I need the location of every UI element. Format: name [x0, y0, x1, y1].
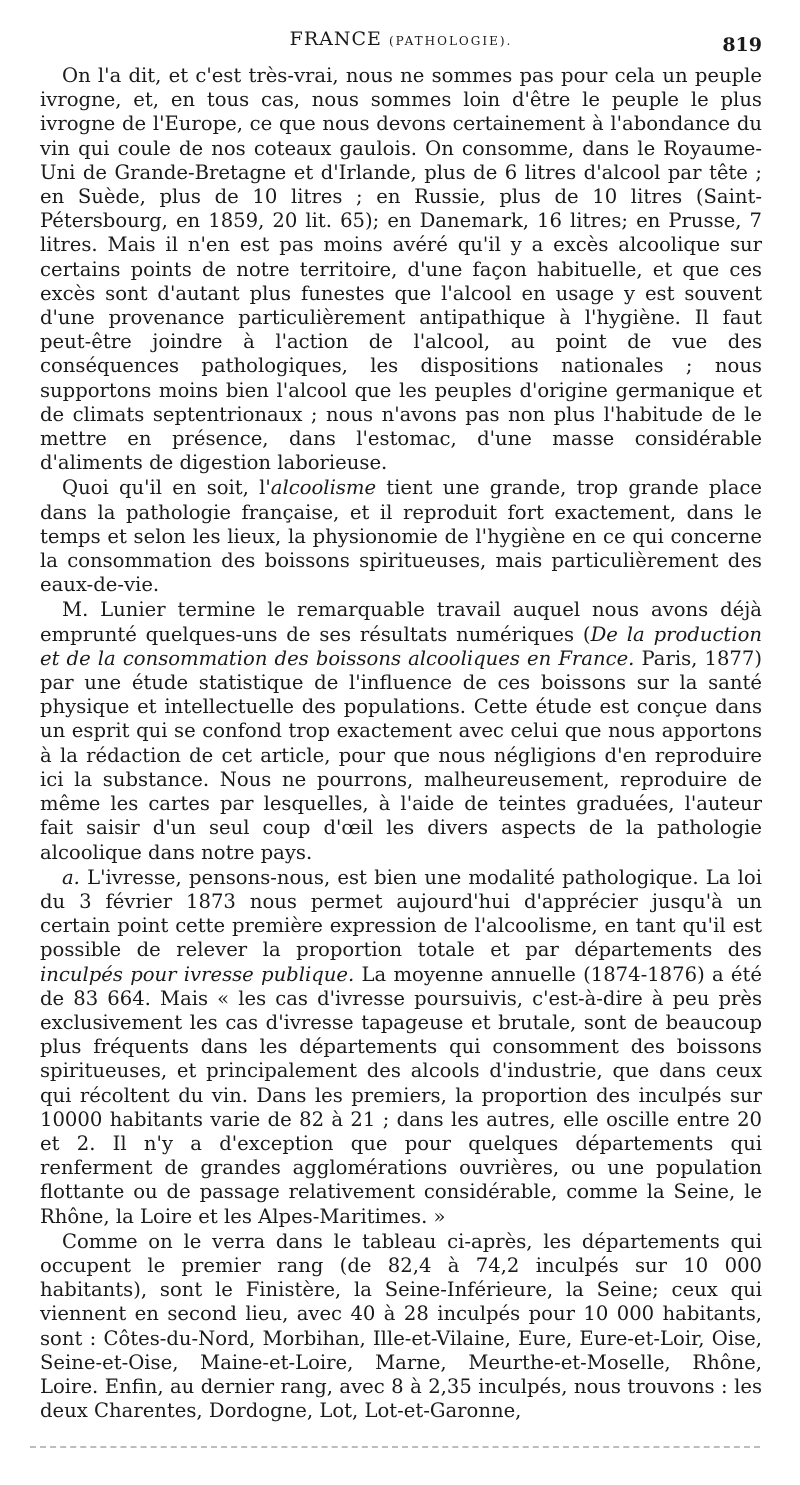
paragraph-1: [40, 64, 762, 475]
paragraph-3: [40, 598, 762, 864]
italic-text: inculpés pour ivresse publique.: [40, 962, 355, 986]
paragraph-5: [40, 1230, 762, 1424]
text-run: On l'a dit, et c'est très-vrai, nous ne sommes pas pour cela un peuple ivrogne, et, en tous cas, nous sommes loin d'être le peuple le plus ivrogne de l'Europe, ce que nous devons certainement à l'abondance du vin qui coule de nos coteaux gaulois. On consomme, dans le Royaume-Uni de Grande-Bretagne et d'Irlande, plus de 6 litres d'alcool par tête ; en Suède, plus de 10 litres ; en Russie, plus de 10 litres (Saint-Pétersbourg, en 1859, 20 lit. 65); en Danemark, 16 litres; en Prusse, 7 litres. Mais il n'en est pas moins avéré qu'il y a excès alcoolique sur certains points de notre territoire, d'une façon habituelle, et que ces excès sont d'autant plus funestes que l'alcool en usage y est souvent d'une provenance particulièrement antipathique à l'hygiène. Il faut peut-être joindre à l'action de l'alcool, au point de vue des conséquences pathologiques, les dispositions nationales ; nous supportons moins bien l'alcool que les peuples d'origine germanique et de climats septentrionaux ; nous n'avons pas non plus l'habitude de le mettre en présence, dans l'estomac, d'une masse considérable d'aliments de digestion laborieuse.: [40, 64, 762, 475]
body-text: [40, 64, 762, 1423]
italic-text: alcoolisme: [270, 476, 377, 500]
running-header: [40, 28, 762, 58]
text-run: Paris, 1877) par une étude statistique de l'influence de ces boissons sur la santé physique et intellectuelle des populations. Cette étude est conçue dans un esprit qui se confond trop exactement avec celui que nous apportons à la rédaction de cet article, pour que nous négligions d'en reproduire ici la substance. Nous ne pourrons, malheureusement, reproduire de même les cartes par lesquelles, à l'aide de teintes graduées, l'auteur fait saisir d'un seul coup d'œil les divers aspects de la pathologie alcoolique dans notre pays.: [40, 646, 762, 864]
paragraph-2: [40, 476, 762, 597]
footer-rule: [30, 1446, 760, 1448]
text-run: tient une grande, trop grande place dans la pathologie française, et il reproduit fort exactement, dans le temps et selon les lieux, la physionomie de l'hygiène en ce qui concerne la consommation des boissons spiritueuses, mais particulièrement des eaux-de-vie.: [40, 476, 762, 597]
italic-text: De la production et de la consommation des boissons alcooliques en France.: [40, 622, 762, 670]
header-title: FRANCE: [289, 28, 382, 50]
italic-text: a.: [62, 865, 80, 889]
header-subtitle: (PATHOLOGIE).: [388, 34, 513, 48]
text-run: La moyenne annuelle (1874-1876) a été de 83 664. Mais « les cas d'ivresse poursuivis, c'est-à-dire à peu près exclusivement les cas d'ivresse tapageuse et brutale, sont de beaucoup plus fréquents dans les départements qui consomment des boissons spiritueuses, et principalement des alcools d'industrie, que dans ceux qui récoltent du vin. Dans les premiers, la proportion des inculpés sur 10000 habitants varie de 82 à 21 ; dans les autres, elle oscille entre 20 et 2. Il n'y a d'exception que pour quelques départements qui renferment de grandes agglomérations ouvrières, ou une population flottante ou de passage relativement considérable, comme la Seine, le Rhône, la Loire et les Alpes-Maritimes. »: [40, 962, 762, 1228]
text-run: Comme on le verra dans le tableau ci-après, les départements qui occupent le premier rang (de 82,4 à 74,2 inculpés sur 10 000 habitants), sont le Finistère, la Seine-Inférieure, la Seine; ceux qui viennent en second lieu, avec 40 à 28 inculpés pour 10 000 habitants, sont : Côtes-du-Nord, Morbihan, Ille-et-Vilaine, Eure, Eure-et-Loir, Oise, Seine-et-Oise, Maine-et-Loire, Marne, Meurthe-et-Moselle, Rhône, Loire. Enfin, au dernier rang, avec 8 à 2,35 inculpés, nous trouvons : les deux Charentes, Dordogne, Lot, Lot-et-Garonne,: [40, 1229, 762, 1423]
page-number: 819: [722, 34, 762, 56]
document-page: [40, 28, 762, 1423]
paragraph-4: [40, 866, 762, 1229]
text-run: M. Lunier termine le remarquable travail auquel nous avons déjà emprunté quelques-uns de ses résultats numériques (: [40, 598, 762, 646]
text-run: Quoi qu'il en soit, l': [62, 476, 271, 500]
running-title: [40, 28, 762, 50]
text-run: L'ivresse, pensons-nous, est bien une modalité pathologique. La loi du 3 février 1873 nous permet aujourd'hui d'apprécier jusqu'à un certain point cette première expression de l'alcoolisme, en tant qu'il est possible de relever la proportion totale et par départements des: [40, 865, 762, 962]
